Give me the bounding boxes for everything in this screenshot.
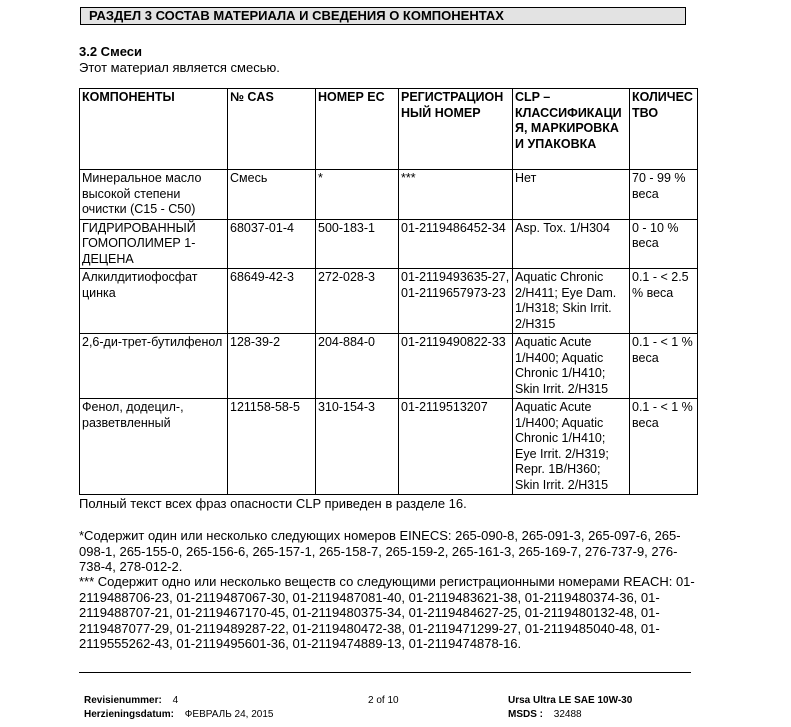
cell-registration: 01-2119493635-27, 01-2119657973-23 — [399, 269, 513, 334]
subsection-title: 3.2 Смеси — [79, 44, 142, 59]
cell-clp: Нет — [513, 170, 630, 220]
footer-divider — [79, 672, 691, 673]
header-ec: НОМЕР ЕС — [316, 89, 399, 170]
cell-cas: 128-39-2 — [228, 334, 316, 399]
cell-quantity: 0.1 - < 1 % веса — [630, 334, 698, 399]
product-name: Ursa Ultra LE SAE 10W-30 — [508, 695, 633, 706]
table-row — [80, 219, 698, 269]
cell-clp: Aquatic Chronic 2/H411; Eye Dam. 1/H318; Skin Irrit. 2/H315 — [513, 269, 630, 334]
cell-ec: 272-028-3 — [316, 269, 399, 334]
cell-quantity: 70 - 99 % веса — [630, 170, 698, 220]
footer-revision — [84, 694, 178, 707]
cell-ec: * — [316, 170, 399, 220]
date-value: ФЕВРАЛЬ 24, 2015 — [184, 709, 274, 720]
header-registration: РЕГИСТРАЦИОННЫЙ НОМЕР — [399, 89, 513, 170]
section-title: РАЗДЕЛ 3 СОСТАВ МАТЕРИАЛА И СВЕДЕНИЯ О КОМПОНЕНТАХ — [89, 8, 504, 23]
subsection-description: Этот материал является смесью. — [79, 60, 280, 75]
cell-registration: 01-2119490822-33 — [399, 334, 513, 399]
footer-date — [84, 708, 273, 721]
cell-cas: 121158-58-5 — [228, 399, 316, 495]
cell-ec: 500-183-1 — [316, 219, 399, 269]
components-table — [79, 88, 698, 495]
cell-quantity: 0.1 - < 2.5 % веса — [630, 269, 698, 334]
clp-note: Полный текст всех фраз опасности CLP приведен в разделе 16. — [79, 496, 467, 511]
einecs-note: *Содержит один или несколько следующих номеров EINECS: 265-090-8, 265-091-3, 265-097-6, 265-098-1, 265-155-0, 265-156-6, 265-157-1, 265-158-7, 265-159-2, 265-161-3, 265-169-7, 276-737-9, 276-738-4, 278-012-2. — [79, 528, 681, 574]
revision-label: Revisienummer: — [84, 695, 162, 706]
msds-value: 32488 — [553, 709, 582, 720]
cell-clp: Asp. Tox. 1/H304 — [513, 219, 630, 269]
header-quantity: КОЛИЧЕСТВО — [630, 89, 698, 170]
cell-component: Минеральное масло высокой степени очистки (C15 - C50) — [80, 170, 228, 220]
cell-registration: 01-2119513207 — [399, 399, 513, 495]
header-clp: CLP – КЛАССИФИКАЦИЯ, МАРКИРОВКА И УПАКОВКА — [513, 89, 630, 170]
reach-note: *** Содержит одно или несколько веществ со следующими регистрационными номерами REACH: 01-2119488706-23, 01-2119487067-30, 01-2119487081-40, 01-2119483621-38, 01-2119480374-36, 01-2119488707-21, 01-2119467170-45, 01-2119480375-34, 01-2119484627-25, 01-2119480132-48, 01-2119487077-29, 01-2119489287-22, 01-2119480472-38, 01-2119471299-27, 01-2119485040-48, 01-2119555262-43, 01-2119495601-36, 01-2119474889-13, 01-2119474878-16. — [79, 574, 695, 651]
cell-cas: 68037-01-4 — [228, 219, 316, 269]
table-row — [80, 399, 698, 495]
table-row — [80, 170, 698, 220]
cell-quantity: 0 - 10 % веса — [630, 219, 698, 269]
footer-msds — [508, 708, 582, 721]
cell-cas: Смесь — [228, 170, 316, 220]
cell-ec: 310-154-3 — [316, 399, 399, 495]
table-row — [80, 334, 698, 399]
cell-registration: 01-2119486452-34 — [399, 219, 513, 269]
cell-clp: Aquatic Acute 1/H400; Aquatic Chronic 1/H410; Eye Irrit. 2/H319; Repr. 1B/H360; Skin Irrit. 2/H315 — [513, 399, 630, 495]
cell-component: Фенол, додецил-, разветвленный — [80, 399, 228, 495]
page-number: 2 of 10 — [368, 695, 399, 706]
table-header-row — [80, 89, 698, 170]
section-header — [80, 7, 686, 25]
cell-component: ГИДРИРОВАННЫЙ ГОМОПОЛИМЕР 1-ДЕЦЕНА — [80, 219, 228, 269]
table-row — [80, 269, 698, 334]
cell-quantity: 0.1 - < 1 % веса — [630, 399, 698, 495]
cell-clp: Aquatic Acute 1/H400; Aquatic Chronic 1/H410; Skin Irrit. 2/H315 — [513, 334, 630, 399]
msds-label: MSDS : — [508, 709, 543, 720]
cell-component: 2,6-ди-трет-бутилфенол — [80, 334, 228, 399]
cell-cas: 68649-42-3 — [228, 269, 316, 334]
header-components: КОМПОНЕНТЫ — [80, 89, 228, 170]
cell-component: Алкилдитиофосфат цинка — [80, 269, 228, 334]
header-cas: № CAS — [228, 89, 316, 170]
date-label: Herzieningsdatum: — [84, 709, 175, 720]
cell-ec: 204-884-0 — [316, 334, 399, 399]
revision-value: 4 — [172, 695, 179, 706]
cell-registration: *** — [399, 170, 513, 220]
